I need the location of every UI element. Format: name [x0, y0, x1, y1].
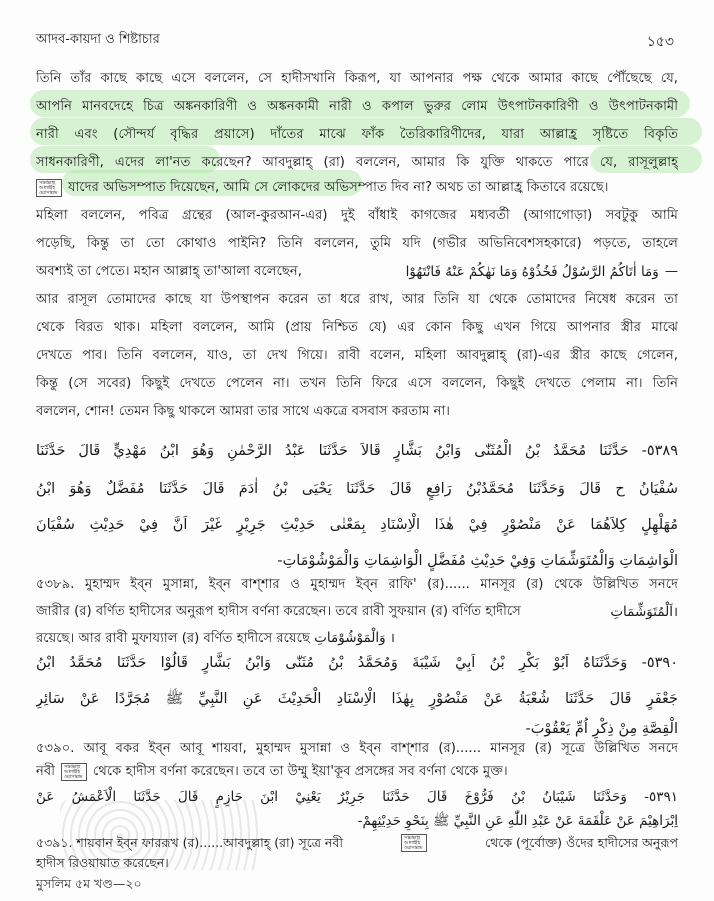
arabic-hadith-line: ٥٣٨٩- حَدَّثَنَا مُحَمَّدُ بْنُ الْمُثَنّٰى وَابْنُ بَشَّارٍ قَالاَ حَدَّثَنَا عَبْدُ الرَّحْمٰنِ وَهُوَ ابْنُ مَهْدِيٍّ قَالَ حَدَّثَنَا	[36, 443, 678, 459]
hadith-number-line	[36, 832, 678, 854]
arabic-hadith-line: مُهَلْهِلٍ كِلاَهُمَا عَنْ مَنْصُوْرٍ فِيْ هٰذَا الْاِسْنَادِ بِمَعْنٰى حَدِيْثِ جَرِيْرٍ غَيْرَ اَنَّ فِيْ حَدِيْثِ سُفْيَانَ	[36, 517, 678, 533]
footer-volume-label: মুসলিম ৫ম খণ্ড—২০	[36, 876, 142, 891]
text-line-content: থেকে হাদীস বর্ণনা করেছেন। তবে তা উম্মু ইয়া'কূব প্রসঙ্গের সব বর্ণনা থেকে মুক্ত।	[92, 764, 508, 779]
text-line	[36, 601, 678, 624]
salutation-icon: সাল্লাল্লাহু আলাইহি ওয়াসাল্লাম	[61, 763, 87, 781]
arabic-hadith-line: ٥٣٩٠- وَحَدَّثَنَاهُ اَبُوْ بَكْرِ بْنُ اَبِيْ شَيْبَةَ وَمُحَمَّدُ بْنُ مُثَنّٰى وَابْنُ بَشَّارٍ قَالُوْا حَدَّثَنَا مُحَمَّدُ ابْنُ	[36, 655, 678, 671]
text-line: পড়েছি, কিন্তু তা তো কোথাও পাইনি? তিনি বললেন, তুমি যদি (গভীর অভিনিবেশসহকারে) পড়তে, তাহলে	[36, 236, 678, 251]
text-line-content: জারীর (র) বর্ণিত হাদীসের অনুরূপ হাদীস বর্ণনা করেছেন। তবে রাবী সুফয়ান (র) বর্ণিত হাদীসে	[36, 604, 521, 619]
text-line	[36, 177, 678, 199]
arabic-hadith-line: سُفْيَانُ ح قَالَ وَحَدَّثَنَا مُحَمَّدُبْنُ رَافِعٍ قَالَ حَدَّثَنَا يَحْيَى بْنُ اٰدَمَ قَالَ حَدَّثَنَا مُفَضَّلٌ وَهُوَ ابْنُ	[36, 481, 678, 497]
text-line: তিনি তাঁর কাছে কাছে এসে বললেন, সে হাদীসখানি কিরূপ, যা আপনার পক্ষ থেকে আমার কাছে পৌঁছেছে যে,	[36, 71, 678, 86]
arabic-hadith-line: اِبْرَاهِيْمَ عَنْ عَلْقَمَةَ عَنْ عَبْدِ اللّٰهِ عَنِ النَّبِيِّ ﷺ بِنَحْوِ حَدِيْثِهِمْ-	[357, 813, 678, 829]
highlighted-text-line: সাধনকারিণী, এদের লা'নত করেছেন? আবদুল্লাহ্ (রা) বললেন, আমার কি যুক্তি থাকতে পারে যে, রাসূলুল্লাহ্	[36, 155, 678, 170]
text-line: বললেন, শোন! তেমন কিছু থাকলে আমরা তার সাথে একত্রে বসবাস করতাম না।	[36, 404, 450, 419]
text-line-content: থেকে (পূর্বোক্ত) ওঁদের হাদীসের অনুরূপ	[485, 835, 678, 850]
quran-quote-arabic: وَمَا اٰتَاكُمُ الرَّسُوْلُ فَخُذُوْهُ وَمَا نَهٰكُمْ عَنْهُ فَانْتَهُوْا	[405, 264, 659, 280]
arabic-hadith-line: الْقِصَّةِ مِنْ ذِكْرِ اُمِّ يَعْقُوْبَ-	[525, 721, 678, 737]
danda: ।	[389, 631, 395, 646]
text-line	[36, 761, 678, 783]
salutation-icon: সাল্লাল্লাহু আলাইহি ওয়াসাল্লাম	[401, 834, 427, 852]
arabic-term: اَلْمُتَوَشِّمَاتِ	[610, 604, 673, 620]
arabic-hadith-line: الْوَاشِمَاتِ وَالْمُتَوَشِّمَاتِ وَفِيْ حَدِيْثِ مُفَضَّلٍ الْوَاشِمَاتِ وَالْمَوْشُوْمَاتِ-	[277, 553, 678, 569]
hadith-number-line: ৫৩৮৯. মুহাম্মদ ইব্ন মুসান্না, ইব্ন বাশ্শার ও মুহাম্মদ ইব্ন রাফি' (র)...... মানসূর (র) থেকে উল্লিখিত সনদে	[36, 577, 678, 592]
text-line: দেখতে পাব। তিনি বললেন, যাও, তা দেখ গিয়ে। রাবী বলেন, মহিলা আবদুল্লাহ্ (রা)-এর স্ত্রীর কাছে গেলেন,	[36, 348, 678, 363]
hadith-number-line: ৫৩৯০. আবূ বকর ইব্ন আবূ শায়বা, মুহাম্মদ মুসান্না ও ইব্ন বাশ্শার (র)...... মানসূর (র) সূত্রে উল্লিখিত সনদে	[36, 741, 678, 756]
text-line-content: নবী	[36, 764, 55, 779]
arabic-hadith-line: ٥٣٩١- وَحَدَّثَنَا شَيْبَانُ بْنُ فَرُّوْخَ قَالَ حَدَّثَنَا جَرِيْرٌ يَعْنِيْ ابْنَ حَازِمٍ قَالَ حَدَّثَنَا الْاَعْمَشُ عَنْ	[36, 789, 678, 805]
highlighted-text-line: নারী এবং (সৌন্দর্য বৃদ্ধির প্রয়াসে) দাঁতের মাঝে ফাঁক তৈরিকারিণীদের, যারা আল্লাহ্র সৃষ্টিতে বিকৃতি	[36, 127, 678, 142]
text-line-content: যাদের অভিসম্পাত দিয়েছেন, আমি সে লোকদের অভিসম্পাত দিব না? অথচ তা আল্লাহ্র কিতাবে রয়েছে।	[68, 180, 609, 195]
salutation-icon: সাল্লাল্লাহু আলাইহি ওয়াসাল্লাম	[36, 179, 62, 197]
text-line: হাদীস রিওয়ায়াত করেছেন।	[36, 855, 169, 870]
running-header-title: আদব-কায়দা ও শিষ্টাচার	[36, 32, 160, 47]
text-line	[36, 627, 678, 650]
quote-dash: —	[664, 264, 678, 279]
text-line-content: ৫৩৯১. শায়বান ইব্ন ফাররূখ (র)......আবদুল্লাহ্ (রা) সূত্রে নবী	[36, 835, 343, 850]
arabic-hadith-line: جَعْفَرٍ قَالَ حَدَّثَنَا شُعْبَةُ عَنْ مَنْصُوْرٍ بِهٰذَا الْاِسْنَادِ الْحَدِيْثَ عَنِ النَّبِيِّ ﷺ مُجَرَّدًا عَنْ سَائِرِ	[36, 691, 678, 707]
highlighted-text-line: আপনি মানবদেহে চিত্র অঙ্কনকারিণী ও অঙ্কনকামী নারী ও কপাল ভুরুর লোম উৎপাটনকারিণী ও উৎপাটনকামী	[36, 99, 678, 114]
text-line: থেকে বিরত থাক। মহিলা বললেন, আমি (প্রায় নিশ্চিত যে) এর কোন কিছু এখন গিয়ে আপনার স্ত্রীর মাঝে	[36, 320, 678, 335]
text-line: মহিলা বললেন, পবিত্র গ্রন্থের (আল-কুরআন-এর) দুই বাঁধাই কাগজের মধ্যবর্তী (আগাগোড়া) সবটুকু আমি	[36, 208, 678, 223]
text-line-content: রয়েছে। আর রাবী মুফায্যাল (র) বর্ণিত হাদীসে রয়েছে	[36, 631, 310, 646]
arabic-term: وَالْمَوْشُوْمَاتِ	[314, 630, 386, 646]
text-line: আর রাসূল তোমাদের কাছে যা উপস্থাপন করেন তা ধরে রাখ, আর তিনি যা থেকে তোমাদের নিষেধ করেন তা	[36, 292, 678, 307]
text-line-content: অবশ্যই তা পেতে। মহান আল্লাহ্ তা'আলা বলেছেন,	[36, 264, 302, 279]
danda: ।	[673, 605, 678, 620]
page-number: ১৫৩	[646, 34, 674, 50]
quran-quote	[406, 261, 678, 283]
text-line	[36, 261, 678, 283]
text-line: কিন্তু (সে সবের) কিছুই দেখতে পেলেন না। তখন তিনি ফিরে এসে বললেন, কিছুই দেখতে পেলাম না। তিনি	[36, 376, 678, 391]
